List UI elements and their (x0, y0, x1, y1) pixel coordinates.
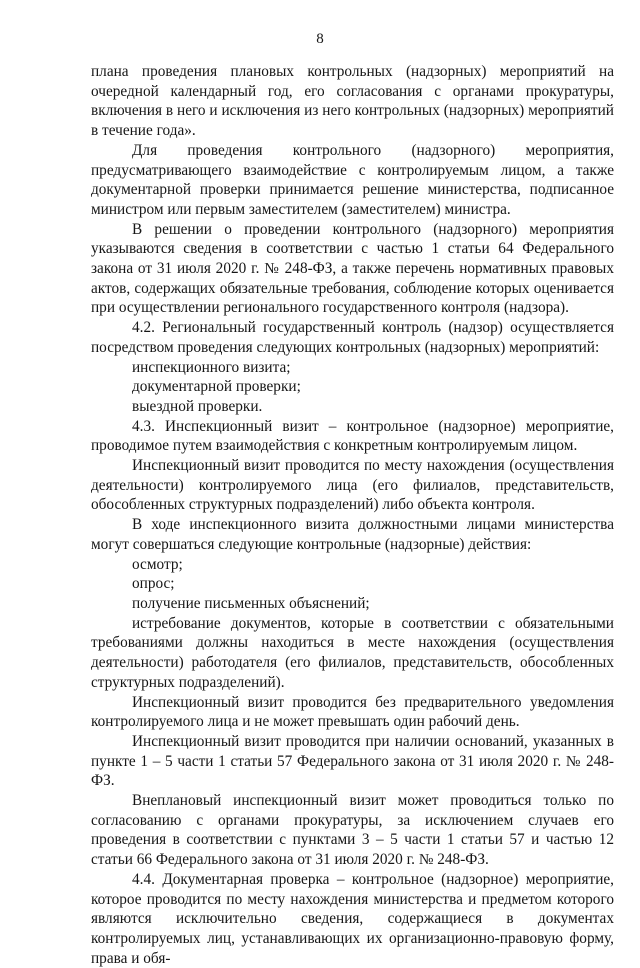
paragraph: 4.2. Региональный государственный контроль (надзор) осуществляется посредством проведения следующих контрольных (надзорных) мероприятий: (91, 319, 614, 356)
list-item: документарной проверки; (132, 378, 301, 396)
list-item: выездной проверки. (132, 397, 263, 415)
paragraph: Инспекционный визит проводится без предварительного уведомления контролируемого лица и не может превышать один рабочий день. (91, 693, 614, 731)
paragraph: Для проведения контрольного (надзорного) мероприятия, предусматривающего взаимодействие с контролируемым лицом, а также документарной проверки принимается решение министерства, подписанное министром или первым заместителем (заместителем) министра. (91, 141, 614, 218)
paragraph: 4.4. Документарная проверка – контрольное (надзорное) мероприятие, которое проводится по месту нахождения министерства и предметом которого являются исключительно сведения, содержащиеся в документах контролируемых лиц, устанавливающих их организационно-правовую форму, права и обя- (91, 870, 614, 967)
paragraph: Внеплановый инспекционный визит может проводиться только по согласованию с органами прокуратуры, за исключением случаев его проведения в соответствии с пунктами 3 – 5 части 1 статьи 57 и частью 12 статьи 66 Федерального закона от 31 июля 2020 г. № 248-ФЗ. (91, 792, 614, 869)
paragraph: Инспекционный визит проводится по месту нахождения (осуществления деятельности) контролируемого лица (его филиалов, представительств, обособленных структурных подразделений) либо объекта контроля. (91, 457, 614, 514)
list-item: опрос; (132, 575, 175, 593)
paragraph: Инспекционный визит проводится при наличии оснований, указанных в пункте 1 – 5 части 1 статьи 57 Федерального закона от 31 июля 2020 г. № 248-ФЗ. (91, 732, 614, 790)
paragraph: истребование документов, которые в соответствии с обязательными требованиями должны находиться в месте нахождения (осуществления деятельности) работодателя (его филиалов, представительств, обособленных структурных подразделений). (91, 614, 614, 691)
page-number: 8 (316, 31, 324, 47)
document-body (91, 62, 614, 968)
paragraph: плана проведения плановых контрольных (надзорных) мероприятий на очередной календарный год, его согласования с органами прокуратуры, включения в него и исключения из него контрольных (надзорных) мероприятий в течение года». (91, 63, 614, 140)
paragraph: 4.3. Инспекционный визит – контрольное (надзорное) мероприятие, проводимое путем взаимодействия с конкретным контролируемым лицом. (91, 417, 614, 455)
list-item: получение письменных объяснений; (132, 594, 370, 612)
list-item: осмотр; (132, 555, 183, 573)
paragraph: В решении о проведении контрольного (надзорного) мероприятия указываются сведения в соответствии с частью 1 статьи 64 Федерального закона от 31 июля 2020 г. № 248-ФЗ, а также перечень нормативных правовых актов, содержащих обязательные требования, соблюдение которых оценивается при осуществлении регионального государственного контроля (надзора). (91, 220, 614, 317)
list-item: инспекционного визита; (132, 358, 291, 376)
paragraph: В ходе инспекционного визита должностными лицами министерства могут совершаться следующие контрольные (надзорные) действия: (91, 516, 614, 553)
